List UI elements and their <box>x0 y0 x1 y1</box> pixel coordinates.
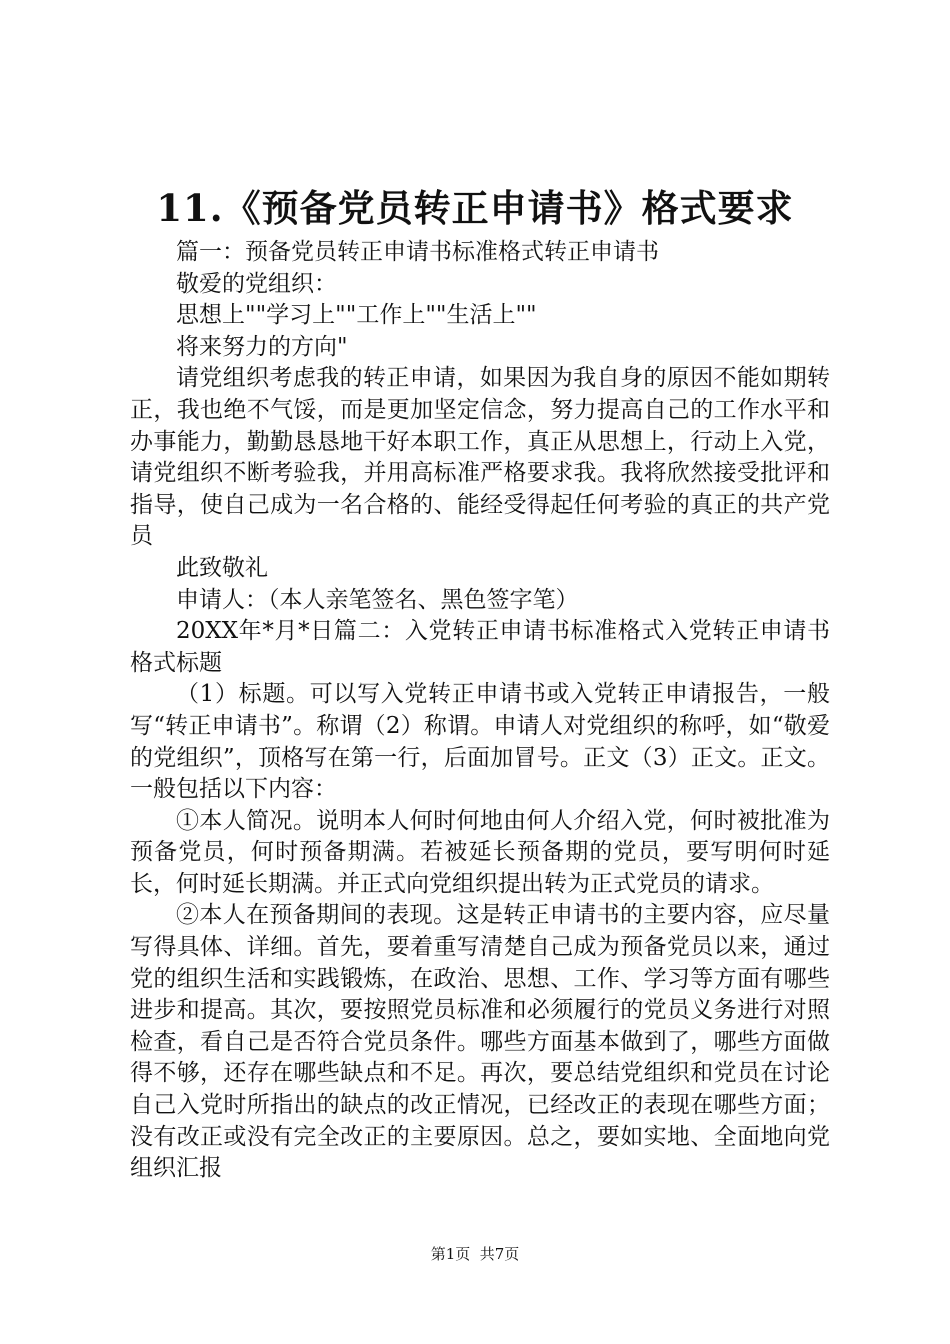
paragraph-applicant: 申请人：（本人亲笔签名、黑色签字笔） <box>176 586 579 613</box>
paragraph-title-salutation-body: （1）标题。可以写入党转正申请书或入党转正申请报告，一般写“转正申请书”。称谓（2）称谓。申请人对党组织的称呼，如“敬爱的党组织”，顶格写在第一行，后面加冒号。正文（3）正文。正文。一般包括以下内容： <box>130 681 830 803</box>
paragraph-closing: 此致敬礼 <box>176 554 268 581</box>
page-number-label: 第1页 共7页 <box>430 1245 520 1263</box>
page-footer <box>0 1244 950 1264</box>
paragraph-request: 请党组织考虑我的转正申请，如果因为我自身的原因不能如期转正，我也绝不气馁，而是更加坚定信念，努力提高自己的工作水平和办事能力，勤勤恳恳地干好本职工作，真正从思想上，行动上入党，请党组织不断考验我，并用高标准严格要求我。我将欣然接受批评和指导，使自己成为一名合格的、能经受得起任何考验的真正的共产党员 <box>130 365 830 550</box>
document-title: 11.《预备党员转正申请书》格式要求 <box>156 186 794 230</box>
paragraph-outline-future: 将来努力的方向" <box>176 333 348 360</box>
paragraph-heading-part1: 篇一：预备党员转正申请书标准格式转正申请书 <box>176 239 659 265</box>
paragraph-performance: ②本人在预备期间的表现。这是转正申请书的主要内容，应尽量写得具体、详细。首先，要着重写清楚自己成为预备党员以来，通过党的组织生活和实践锻炼，在政治、思想、工作、学习等方面有哪些进步和提高。其次，要按照党员标准和必须履行的党员义务进行对照检查，看自己是否符合党员条件。哪些方面基本做到了，哪些方面做得不够，还存在哪些缺点和不足。再次，要总结党组织和党员在讨论自己入党时所指出的缺点的改正情况，已经改正的表现在哪些方面；没有改正或没有完全改正的主要原因。总之，要如实地、全面地向党组织汇报 <box>130 902 830 1182</box>
document-body <box>130 237 830 1185</box>
paragraph-salutation: 敬爱的党组织： <box>176 270 337 297</box>
paragraph-outline-aspects: 思想上""学习上""工作上""生活上"" <box>176 302 537 329</box>
paragraph-date-part2: 20XX年*月*日篇二：入党转正申请书标准格式入党转正申请书格式标题 <box>130 618 830 676</box>
paragraph-personal-info: ①本人简况。说明本人何时何地由何人介绍入党，何时被批准为预备党员，何时预备期满。若被延长预备期的党员，要写明何时延长，何时延长期满。并正式向党组织提出转为正式党员的请求。 <box>130 807 830 897</box>
